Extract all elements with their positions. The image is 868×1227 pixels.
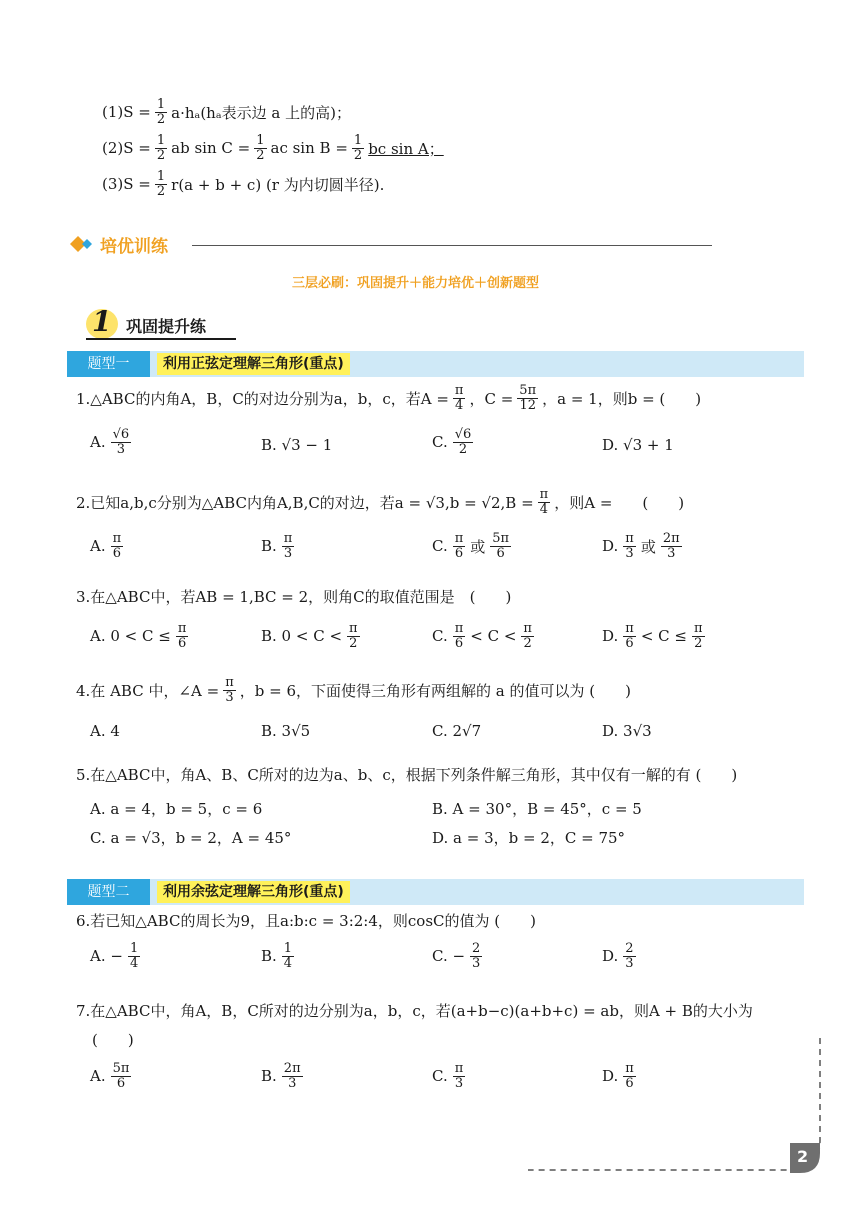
q4-option-a[interactable]: A. 4 — [90, 722, 120, 740]
formula-1 — [102, 98, 351, 126]
q6-option-b[interactable]: B. $\frac{1}{4}$ — [261, 941, 293, 971]
half-fraction: $\frac{1}{2}$ — [353, 133, 363, 163]
q1-option-c[interactable]: C. $\frac{√6}{2}$ — [432, 427, 472, 457]
q7-option-a[interactable]: A. $\frac{5\pi}{6}$ — [90, 1061, 130, 1091]
q5-option-d[interactable]: D. a = 3，b = 2，C = 75° — [432, 829, 626, 847]
question-5: 5.在△ABC中，角A、B、C所对的边为a、b、c，根据下列条件解三角形，其中仅有一解的有 ( ) — [76, 766, 738, 784]
type-tag-1: 题型一 — [67, 351, 150, 377]
q4-option-b[interactable]: B. 3√5 — [261, 722, 311, 740]
half-fraction: $\frac{1}{2}$ — [256, 133, 265, 163]
q2-option-c[interactable]: C. $\frac{\pi}{6}$ 或 $\frac{5\pi}{6}$ — [432, 531, 510, 561]
question-1: 1.△ABC的内角A，B，C的对边分别为a，b，c，若A = $\frac{\pi}{4}$ ，C = $\frac{5\pi}{12}$ ，a = 1，则b = ( ) — [76, 383, 702, 413]
formula-2-part3: bc sin A； — [368, 139, 444, 158]
q1-option-d[interactable]: D. √3 + 1 — [602, 436, 674, 454]
formula-3 — [102, 170, 384, 198]
formula-2-prefix: (2)S = — [102, 139, 151, 158]
formula-2 — [102, 134, 444, 162]
section-title: 培优训练 — [100, 237, 168, 257]
question-2: 2.已知a,b,c分别为△ABC内角A,B,C的对边，若a = √3,b = √2,B = $\frac{\pi}{4}$ ，则A = ( ) — [76, 487, 685, 517]
section-subtitle: 三层必刷：巩固提升＋能力培优＋创新题型 — [292, 276, 540, 291]
type-tag-2: 题型二 — [67, 879, 150, 905]
half-fraction: $\frac{1}{2}$ — [156, 169, 166, 199]
q6-option-d[interactable]: D. $\frac{2}{3}$ — [602, 941, 634, 971]
question-7-paren: ( ) — [92, 1031, 134, 1049]
q5-option-a[interactable]: A. a = 4，b = 5，c = 6 — [90, 800, 263, 818]
formula-2-part1: ab sin C = — [171, 139, 251, 158]
question-6: 6.若已知△ABC的周长为9，且a:b:c = 3:2:4，则cosC的值为 ( ) — [76, 912, 536, 930]
q7-option-d[interactable]: D. $\frac{\pi}{6}$ — [602, 1061, 634, 1091]
q7-option-c[interactable]: C. $\frac{\pi}{3}$ — [432, 1061, 464, 1091]
q2-option-d[interactable]: D. $\frac{\pi}{3}$ 或 $\frac{2\pi}{3}$ — [602, 531, 680, 561]
q3-option-d[interactable]: D. $\frac{\pi}{6}$ < C ≤ $\frac{\pi}{2}$ — [602, 621, 703, 651]
part-title: 巩固提升练 — [126, 317, 207, 336]
q7-option-b[interactable]: B. $\frac{2\pi}{3}$ — [261, 1061, 301, 1091]
half-fraction: $\frac{1}{2}$ — [156, 97, 166, 127]
q5-option-b[interactable]: B. A = 30°，B = 45°，c = 5 — [432, 800, 642, 818]
q5-option-c[interactable]: C. a = √3，b = 2，A = 45° — [90, 829, 292, 847]
type-band-1 — [67, 351, 804, 377]
q3-option-a[interactable]: A. 0 < C ≤ $\frac{\pi}{6}$ — [90, 621, 187, 651]
diamond-icon — [70, 236, 96, 252]
q3-option-c[interactable]: C. $\frac{\pi}{6}$ < C < $\frac{\pi}{2}$ — [432, 621, 532, 651]
q2-option-b[interactable]: B. $\frac{\pi}{3}$ — [261, 531, 293, 561]
q6-option-c[interactable]: C. − $\frac{2}{3}$ — [432, 941, 481, 971]
question-4: 4.在 ABC 中，∠A = $\frac{\pi}{3}$ ，b = 6，下面使得三角形有两组解的 a 的值可以为 ( ) — [76, 675, 631, 705]
part-underline — [86, 338, 236, 340]
formula-3-suffix: r(a + b + c) (r 为内切圆半径). — [171, 175, 385, 194]
q1-option-b[interactable]: B. √3 − 1 — [261, 436, 333, 454]
type-label-2: 利用余弦定理解三角形(重点) — [157, 881, 350, 903]
q3-option-b[interactable]: B. 0 < C < $\frac{\pi}{2}$ — [261, 621, 358, 651]
formula-1-suffix: a·hₐ(hₐ表示边 a 上的高)； — [171, 103, 351, 122]
section-divider — [192, 245, 712, 246]
page-corner-frame — [520, 1030, 830, 1180]
question-3: 3.在△ABC中，若AB = 1,BC = 2，则角C的取值范围是 ( ) — [76, 588, 512, 606]
type-band-2 — [67, 879, 804, 905]
q2-option-a[interactable]: A. $\frac{\pi}{6}$ — [90, 531, 122, 561]
half-fraction: $\frac{1}{2}$ — [156, 133, 166, 163]
q4-option-c[interactable]: C. 2√7 — [432, 722, 482, 740]
q6-option-a[interactable]: A. − $\frac{1}{4}$ — [90, 941, 139, 971]
formula-3-prefix: (3)S = — [102, 175, 151, 194]
page-number: 2 — [797, 1147, 809, 1166]
formula-2-part2: ac sin B = — [270, 139, 348, 158]
question-7: 7.在△ABC中，角A，B，C所对的边分别为a，b，c，若(a+b−c)(a+b+c) = ab，则A + B的大小为 — [76, 1002, 753, 1020]
q4-option-d[interactable]: D. 3√3 — [602, 722, 652, 740]
q1-option-a[interactable]: A. $\frac{√6}{3}$ — [90, 427, 130, 457]
part-number: 1 — [92, 305, 112, 338]
formula-1-prefix: (1)S = — [102, 103, 151, 122]
type-label-1: 利用正弦定理解三角形(重点) — [157, 353, 350, 375]
